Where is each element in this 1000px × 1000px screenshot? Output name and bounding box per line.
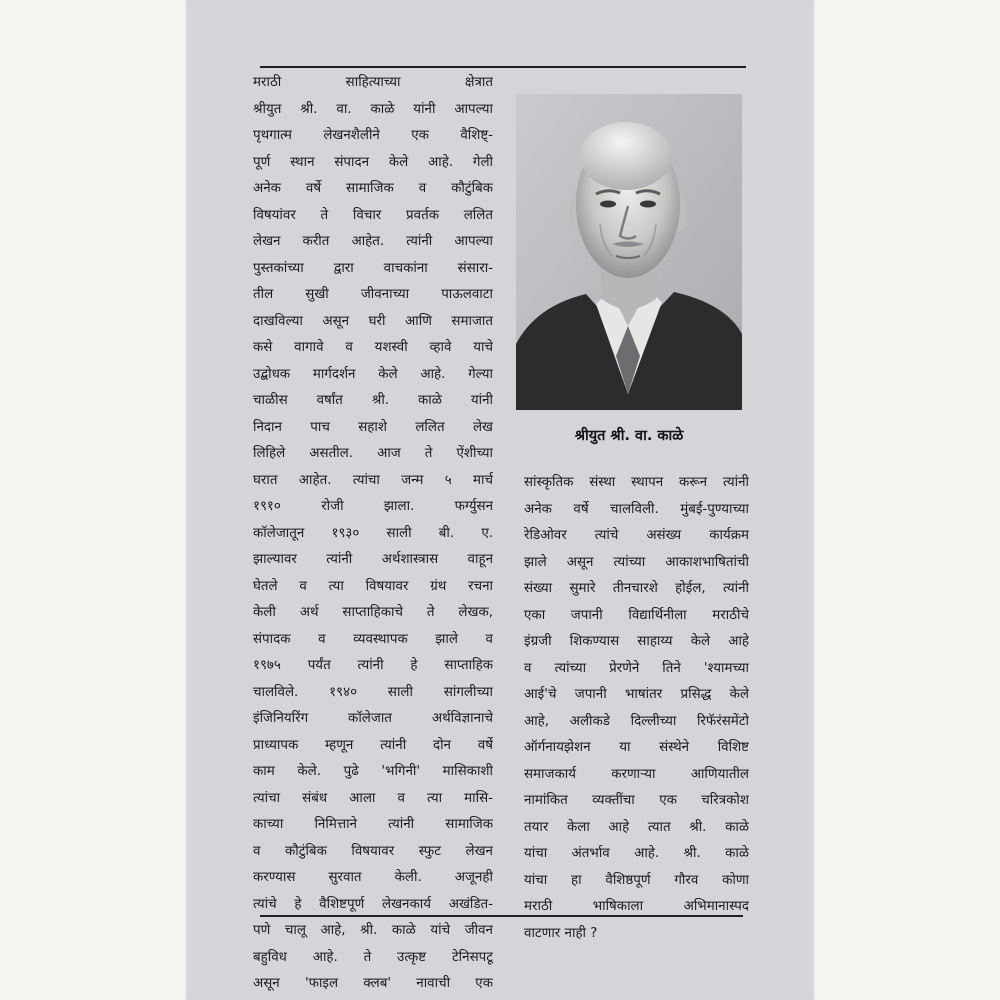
text-line: पृथगात्म लेखनशैलीने एक वैशिष्ट्- <box>253 128 493 143</box>
text-line: संपादक व व्यवस्थापक झाले व <box>253 631 493 647</box>
text-line: केली अर्थ साप्ताहिकाचे ते लेखक, <box>253 605 493 620</box>
bottom-rule <box>260 915 743 917</box>
text-line: रेडिओवर त्यांचे असंख्य कार्यक्रम <box>524 528 749 543</box>
text-line: पूर्ण स्थान संपादन केले आहे. गेली <box>253 154 493 170</box>
text-line: इंजिनियरिंग कॉलेजात अर्थविज्ञानाचे <box>253 711 493 726</box>
right-text-column <box>524 470 749 947</box>
text-line: लिहिले असतील. आज ते ऐंशीच्या <box>253 446 493 461</box>
text-line: उद्बोधक मार्गदर्शन केले आहे. गेल्या <box>253 366 493 382</box>
top-rule <box>260 66 746 68</box>
text-line: बहुविध आहे. ते उत्कृष्ट टेनिसपटू <box>253 949 493 965</box>
text-line: चाळीस वर्षांत श्री. काळे यांनी <box>253 393 493 408</box>
text-line: व कौटुंबिक विषयावर स्फुट लेखन <box>253 843 493 859</box>
text-line: मराठी भाषिकाला अभिमानास्पद <box>524 899 749 914</box>
text-line: एका जपानी विद्यार्थिनीला मराठीचे <box>524 607 749 623</box>
text-line: आई'चे जपानी भाषांतर प्रसिद्ध केले <box>524 687 749 702</box>
text-line: ऑर्गनायझेशन या संस्थेने विशिष्ट <box>524 740 749 755</box>
text-line: तयार केला आहे त्यात श्री. काळे <box>524 819 749 835</box>
text-line: घेतले व त्या विषयावर ग्रंथ रचना <box>253 578 493 594</box>
photo-caption: श्रीयुत श्री. वा. काळे <box>574 428 684 444</box>
text-line: १९७५ पर्यंत त्यांनी हे साप्ताहिक <box>253 658 493 673</box>
text-line: यांचा अंतर्भाव आहे. श्री. काळे <box>524 846 749 861</box>
text-line: दाखविल्या असून घरी आणि समाजात <box>253 313 493 329</box>
text-line: झाल्यावर त्यांनी अर्थशास्त्रास वाहून <box>253 552 493 567</box>
text-line: तील सुखी जीवनाच्या पाऊलवाटा <box>253 287 493 302</box>
text-line: निदान पाच सहाशे ललित लेख <box>253 419 493 435</box>
text-line: पुस्तकांच्या द्वारा वाचकांना संसारा- <box>253 260 493 276</box>
text-line: समाजकार्य करणाऱ्या आणियातील <box>524 766 749 782</box>
text-line: यांचा हा वैशिष्ठपूर्ण गौरव कोणा <box>524 872 749 888</box>
text-line: काम केले. पुढे 'भगिनी' मासिकाशी <box>253 764 493 779</box>
text-line: घरात आहेत. त्यांचा जन्म ५ मार्च <box>253 472 493 488</box>
text-line: त्यांचा संबंध आला व त्या मासि- <box>253 790 493 806</box>
text-line: संख्या सुमारे तीनचारशे होईल, त्यांनी <box>524 581 749 596</box>
author-portrait-photo <box>516 94 742 410</box>
text-line: सांस्कृतिक संस्था स्थापन करून त्यांनी <box>524 475 749 490</box>
text-line: अनेक वर्षे सामाजिक व कौटुंबिक <box>253 181 493 196</box>
text-line: कॉलेजातून १९३० साली बी. ए. <box>253 525 493 541</box>
text-line: पणे चालू आहे, श्री. काळे यांचे जीवन <box>253 923 493 938</box>
text-line: प्राध्यापक म्हणून त्यांनी दोन वर्षे <box>253 737 493 753</box>
text-line: त्यांचे हे वैशिष्टपूर्ण लेखनकार्य अखंडित- <box>253 896 493 912</box>
book-page <box>187 0 813 1000</box>
text-line: कसे वागावे व यशस्वी व्हावे याचे <box>253 340 493 355</box>
text-line: इंग्रजी शिकण्यास साहाय्य केले आहे <box>524 634 749 649</box>
text-line: लेखन करीत आहेत. त्यांनी आपल्या <box>253 234 493 249</box>
text-line: करण्यास सुरवात केली. अजूनही <box>253 870 493 885</box>
text-line: विषयांवर ते विचार प्रवर्तक ललित <box>253 207 493 223</box>
text-line: वाटणार नाही ? <box>524 925 598 941</box>
left-text-column <box>253 70 493 998</box>
text-line: व त्यांच्या प्रेरणेने तिने 'श्यामच्या <box>524 660 749 676</box>
text-line: चालविले. १९४० साली सांगलीच्या <box>253 684 493 700</box>
text-line: अनेक वर्षे चालविली. मुंबई-पुण्याच्या <box>524 501 749 517</box>
text-line: मराठी साहित्याच्या क्षेत्रात <box>253 75 493 90</box>
text-line: असून 'फाइल क्लब' नावाची एक <box>253 976 493 991</box>
text-line: झाले असून त्यांच्या आकाशभाषितांची <box>524 554 749 570</box>
text-line: काच्या निमित्ताने त्यांनी सामाजिक <box>253 817 493 832</box>
text-line: १९१० रोजी झाला. फर्ग्युसन <box>253 499 493 514</box>
text-line: आहे, अलीकडे दिल्लीच्या रिफॅरंसमेंटो <box>524 713 749 729</box>
text-line: श्रीयुत श्री. वा. काळे यांनी आपल्या <box>253 101 493 117</box>
text-line: नामांकित व्यक्तींचा एक चरित्रकोश <box>524 793 749 808</box>
